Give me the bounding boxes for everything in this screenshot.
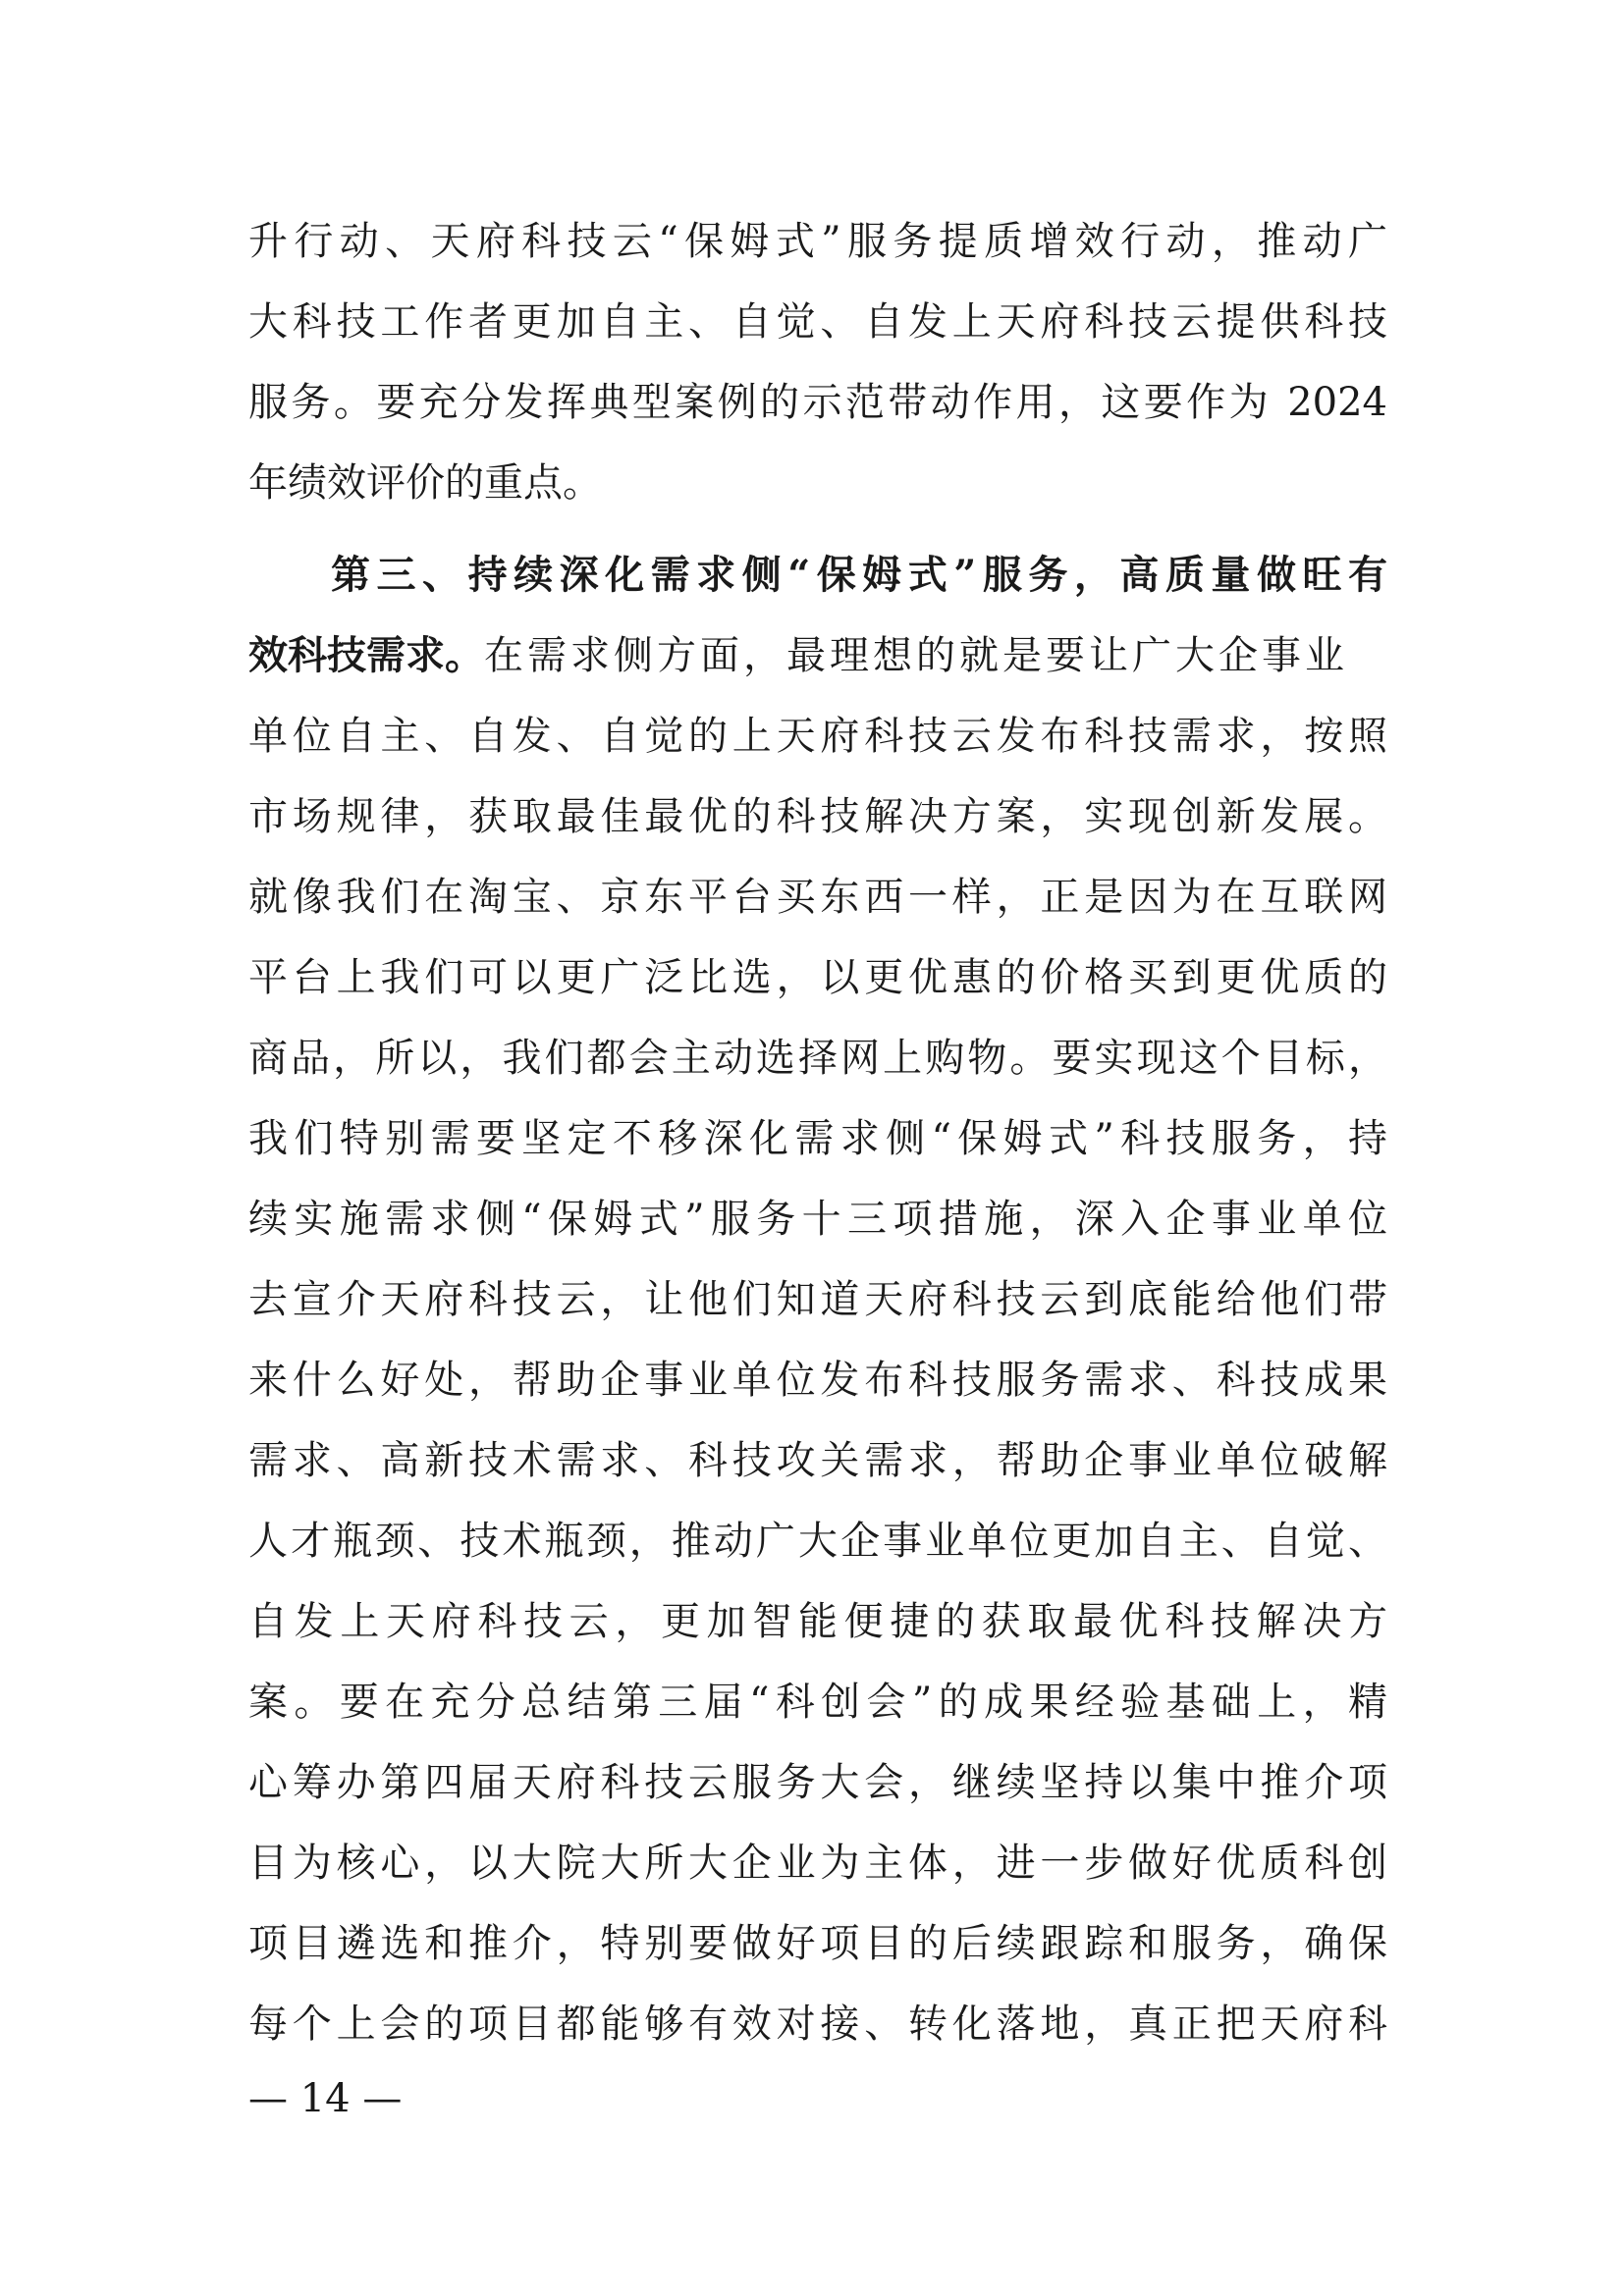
text-line: 平台上我们可以更广泛比选，以更优惠的价格买到更优质的	[248, 955, 1387, 1000]
text-line: 续实施需求侧“保姆式”服务十三项措施，深入企事业单位	[248, 1197, 1387, 1242]
text-line: 案。要在充分总结第三届“科创会”的成果经验基础上，精	[248, 1680, 1387, 1725]
text-line: 心筹办第四届天府科技云服务大会，继续坚持以集中推介项	[248, 1760, 1387, 1805]
text-line: 来什么好处，帮助企事业单位发布科技服务需求、科技成果	[248, 1358, 1387, 1403]
text-line: 单位自主、自发、自觉的上天府科技云发布科技需求，按照	[248, 714, 1387, 759]
text-line: 需求、高新技术需求、科技攻关需求，帮助企事业单位破解	[248, 1438, 1387, 1483]
text-line: 我们特别需要坚定不移深化需求侧“保姆式”科技服务，持	[248, 1116, 1387, 1161]
text-line: 大科技工作者更加自主、自觉、自发上天府科技云提供科技	[248, 299, 1387, 345]
text-line: 项目遴选和推介，特别要做好项目的后续跟踪和服务，确保	[248, 1921, 1387, 1966]
text-line: 服务。要充分发挥典型案例的示范带动作用，这要作为 2024	[248, 380, 1387, 425]
text-line: 人才瓶颈、技术瓶颈，推动广大企事业单位更加自主、自觉、	[248, 1519, 1387, 1564]
text-line: 去宣介天府科技云，让他们知道天府科技云到底能给他们带	[248, 1277, 1387, 1322]
text-line: 年绩效评价的重点。	[248, 460, 602, 506]
text-line: 升行动、天府科技云“保姆式”服务提质增效行动，推动广	[248, 219, 1387, 264]
text-line: 市场规律，获取最佳最优的科技解决方案，实现创新发展。	[248, 794, 1387, 839]
section-heading-tail: 效科技需求。	[248, 632, 484, 678]
text-line: 自发上天府科技云，更加智能便捷的获取最优科技解决方	[248, 1599, 1387, 1644]
text-line-mixed	[248, 618, 1387, 693]
section-heading-line: 第三、持续深化需求侧“保姆式”服务，高质量做旺有	[331, 552, 1387, 598]
page-number: — 14 —	[248, 2076, 403, 2121]
text-line: 商品，所以，我们都会主动选择网上购物。要实现这个目标，	[248, 1036, 1387, 1081]
text-line-continuation: 在需求侧方面，最理想的就是要让广大企事业	[484, 633, 1348, 678]
text-line: 就像我们在淘宝、京东平台买东西一样，正是因为在互联网	[248, 875, 1387, 920]
text-line: 每个上会的项目都能够有效对接、转化落地，真正把天府科	[248, 2002, 1387, 2047]
text-line: 目为核心，以大院大所大企业为主体，进一步做好优质科创	[248, 1841, 1387, 1886]
